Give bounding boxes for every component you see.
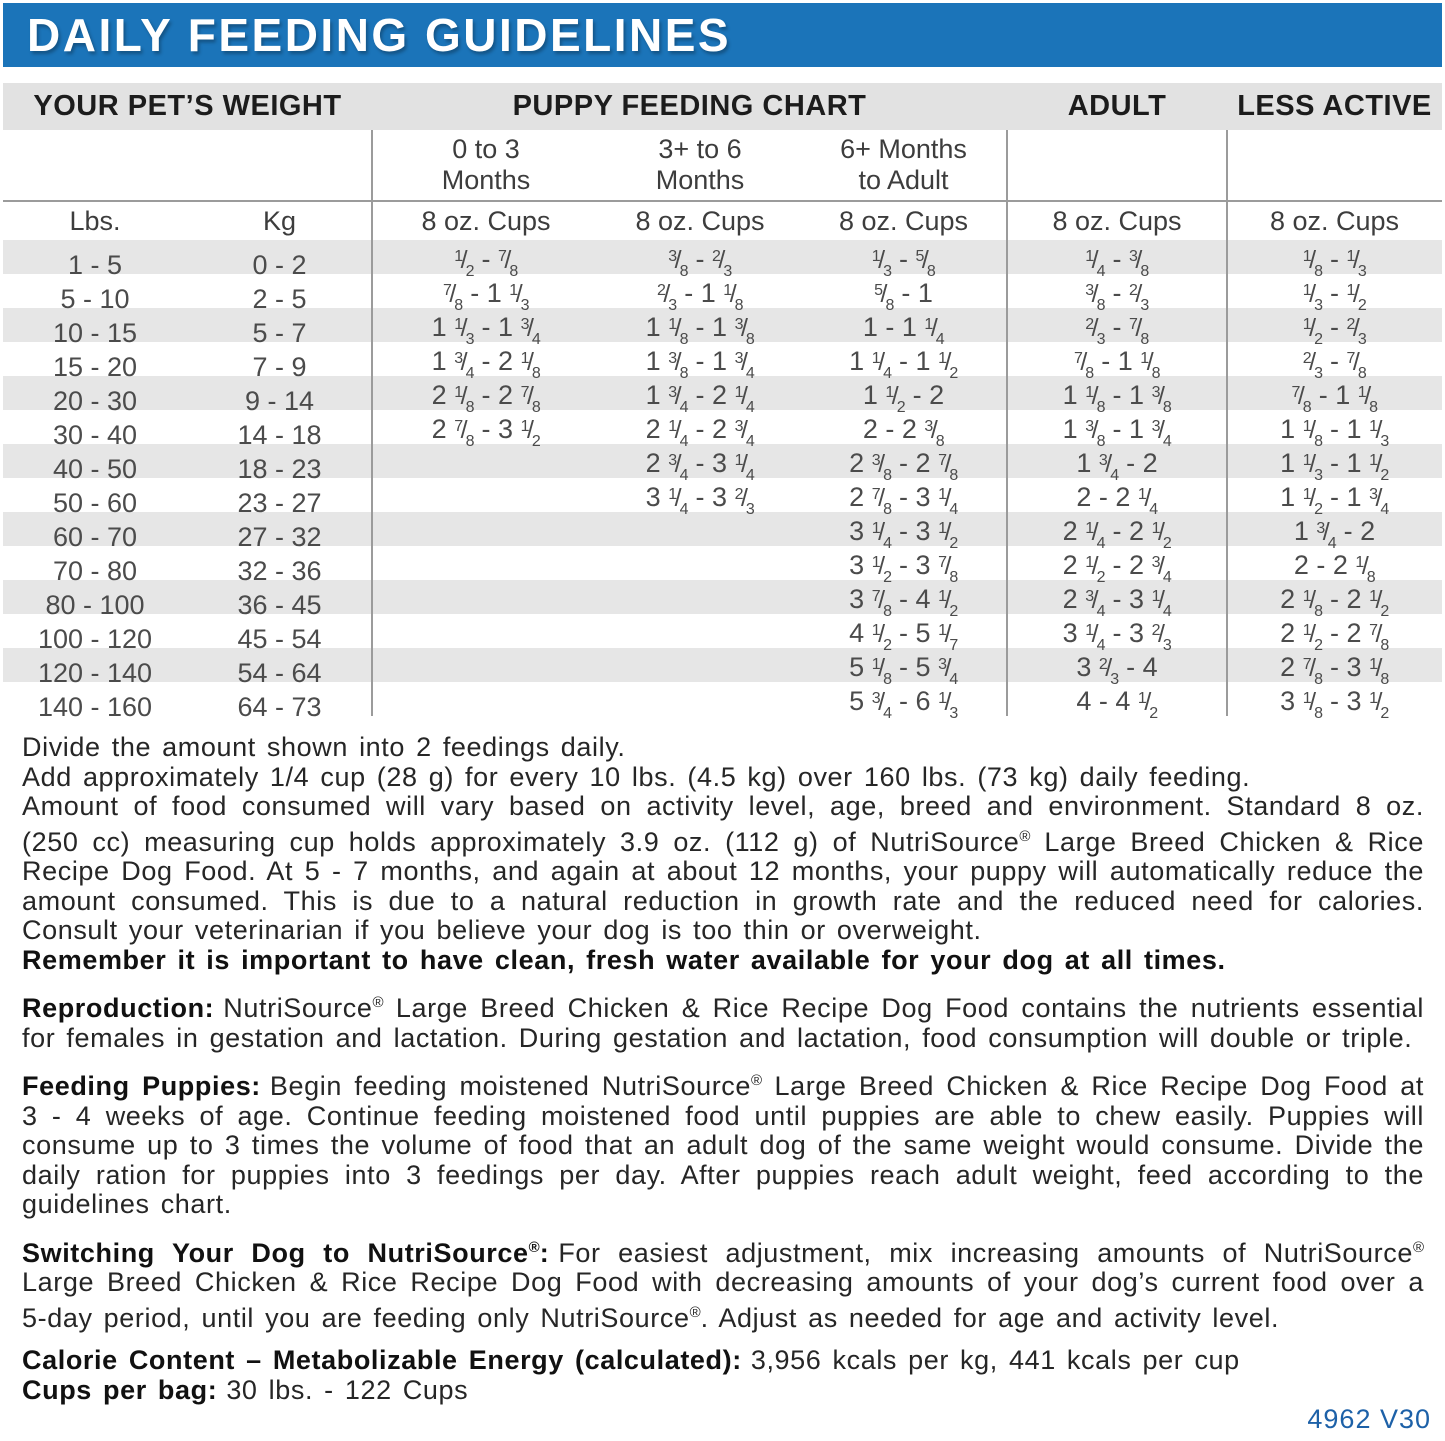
column-divider: [1006, 130, 1008, 716]
group-header-row: [3, 83, 1442, 130]
header-your-pets-weight: YOUR PET’S WEIGHT: [33, 90, 342, 122]
cell-puppy-3-6: 1 $^1/_8 - 1$ $^3/_8$: [645, 312, 755, 348]
cell-lbs: 1 - 5: [67, 249, 123, 280]
month-col-0-to-3: 0 to 3 Months: [441, 134, 531, 195]
column-divider: [1226, 130, 1228, 716]
switching-text: For easiest adjustment, mix increasing amounts of NutriSource® Large Breed Chicken & Rice Recipe Dog Food with decreasing amounts of your dog’s current food over a 5-day period, until you are feeding only NutriSource®. Adjust as needed for age and activity level.: [22, 1237, 1425, 1333]
cell-adult: 1 $^3/_8 - 1$ $^3/_4$: [1062, 414, 1172, 450]
cell-kg: 23 - 27: [237, 487, 322, 518]
cell-puppy-6-adult: 5 $^3/_4 - 6$ $^1/_3$: [849, 686, 958, 722]
cell-kg: 54 - 64: [237, 657, 322, 688]
cell-less-active: 2 $^1/_2 - 2$ $^7/_8$: [1280, 618, 1389, 654]
calorie-content-value: 3,956 kcals per kg, 441 kcals per cup: [750, 1345, 1240, 1375]
cell-adult: $^1/_4 - ^3/_8$: [1085, 244, 1149, 280]
cell-adult: 1 $^3/_4 - 2$: [1076, 448, 1158, 484]
cell-lbs: 140 - 160: [37, 691, 153, 722]
cell-puppy-0-3: 2 $^1/_8 - 2$ $^7/_8$: [431, 380, 541, 416]
cell-puppy-3-6: 1 $^3/_4 - 2$ $^1/_4$: [645, 380, 755, 416]
cell-puppy-0-3: 1 $^3/_4 - 2$ $^1/_8$: [431, 346, 541, 382]
cell-less-active: $^2/_3 - ^7/_8$: [1302, 346, 1367, 382]
title-banner: [3, 3, 1442, 67]
cell-less-active: 1 $^1/_3 - 1$ $^1/_2$: [1280, 448, 1389, 484]
cell-lbs: 100 - 120: [37, 623, 153, 654]
cell-lbs: 80 - 100: [45, 589, 145, 620]
cell-kg: 7 - 9: [252, 351, 307, 382]
cell-adult: 3 $^1/_4 - 3$ $^2/_3$: [1062, 618, 1172, 654]
cell-adult: 2 $^3/_4 - 3$ $^1/_4$: [1062, 584, 1172, 620]
cell-puppy-6-adult: 3 $^7/_8 - 4$ $^1/_2$: [849, 584, 958, 620]
units-cups-puppy-6-adult: 8 oz. Cups: [838, 205, 969, 236]
section-switching: [22, 1233, 1424, 1334]
cell-puppy-6-adult: $^5/_8 - 1$: [874, 278, 933, 314]
units-cups-puppy-0-3: 8 oz. Cups: [421, 205, 551, 236]
cell-kg: 27 - 32: [237, 521, 322, 552]
cell-kg: 5 - 7: [252, 317, 307, 348]
cell-kg: 2 - 5: [252, 283, 307, 314]
cell-puppy-6-adult: 1 $^1/_2 - 2$: [862, 380, 945, 416]
cell-puppy-6-adult: $^1/_3 - ^5/_8$: [871, 244, 936, 280]
cell-less-active: 2 $^7/_8 - 3$ $^1/_8$: [1280, 652, 1389, 688]
cell-kg: 14 - 18: [237, 419, 322, 450]
cell-puppy-0-3: 1 $^1/_3 - 1$ $^3/_4$: [431, 312, 541, 348]
section-cups-per-bag: [22, 1376, 1424, 1406]
cell-lbs: 50 - 60: [52, 487, 138, 518]
cups-per-bag-label: Cups per bag:: [22, 1374, 218, 1405]
cups-per-bag-value: 30 lbs. - 122 Cups: [226, 1374, 469, 1405]
section-reproduction: [22, 988, 1424, 1053]
cell-puppy-6-adult: 2 $^3/_8 - 2$ $^7/_8$: [849, 448, 958, 484]
units-cups-adult: 8 oz. Cups: [1052, 205, 1182, 236]
units-kg: Kg: [262, 205, 297, 236]
cell-less-active: 1 $^3/_4 - 2$: [1293, 516, 1376, 552]
cell-less-active: $^1/_8 - ^1/_3$: [1302, 244, 1367, 280]
cell-lbs: 40 - 50: [52, 453, 138, 484]
units-cups-less-active: 8 oz. Cups: [1269, 205, 1400, 236]
cell-adult: 2 $^1/_2 - 2$ $^3/_4$: [1062, 550, 1172, 586]
feeding-table: [3, 83, 1442, 722]
cell-puppy-3-6: 2 $^3/_4 - 3$ $^1/_4$: [645, 448, 755, 484]
cell-kg: 0 - 2: [252, 249, 307, 280]
units-lbs: Lbs.: [69, 205, 121, 236]
cell-lbs: 20 - 30: [52, 385, 138, 416]
cell-puppy-6-adult: 3 $^1/_2 - 3$ $^7/_8$: [849, 550, 958, 586]
cell-puppy-3-6: 3 $^1/_4 - 3$ $^2/_3$: [645, 482, 755, 518]
cell-kg: 32 - 36: [237, 555, 322, 586]
cell-lbs: 70 - 80: [52, 555, 138, 586]
cell-lbs: 60 - 70: [52, 521, 138, 552]
cell-less-active: 3 $^1/_8 - 3$ $^1/_2$: [1280, 686, 1389, 722]
cell-less-active: $^1/_3 - ^1/_2$: [1302, 278, 1367, 314]
cell-less-active: 2 - 2 $^1/_8$: [1293, 550, 1376, 586]
cell-lbs: 30 - 40: [52, 419, 138, 450]
cell-lbs: 120 - 140: [37, 657, 153, 688]
cell-puppy-3-6: $^3/_8 - ^2/_3$: [668, 244, 732, 280]
note-fresh-water-reminder: Remember it is important to have clean, fresh water available for your dog at all times.: [22, 944, 1226, 975]
cell-lbs: 15 - 20: [52, 351, 138, 382]
reproduction-label: Reproduction:: [22, 993, 215, 1023]
footer-code: 4962 V30: [1307, 1404, 1431, 1434]
cell-less-active: 2 $^1/_8 - 2$ $^1/_2$: [1280, 584, 1389, 620]
feeding-puppies-label: Feeding Puppies:: [22, 1071, 261, 1101]
cell-puppy-0-3: $^7/_8 - 1$ $^1/_3$: [442, 278, 530, 314]
cell-puppy-3-6: 2 $^1/_4 - 2$ $^3/_4$: [645, 414, 755, 450]
cell-kg: 64 - 73: [237, 691, 322, 722]
section-feeding-puppies: [22, 1066, 1424, 1220]
header-puppy-feeding-chart: PUPPY FEEDING CHART: [512, 90, 867, 122]
notes-section: [22, 733, 1424, 1405]
cell-puppy-0-3: 2 $^7/_8 - 3$ $^1/_2$: [431, 414, 541, 450]
cell-lbs: 5 - 10: [60, 283, 130, 314]
month-col-6-to-adult: 6+ Months to Adult: [840, 134, 967, 195]
cell-kg: 36 - 45: [237, 589, 322, 620]
note-add-quarter-cup: Add approximately 1/4 cup (28 g) for every 10 lbs. (4.5 kg) over 160 lbs. (73 kg) daily feeding.: [22, 761, 1251, 792]
cell-kg: 45 - 54: [237, 623, 322, 654]
cell-adult: 2 $^1/_4 - 2$ $^1/_2$: [1062, 516, 1172, 552]
cell-lbs: 10 - 15: [52, 317, 138, 348]
cell-puppy-6-adult: 2 $^7/_8 - 3$ $^1/_4$: [849, 482, 958, 518]
cell-puppy-6-adult: 1 $^1/_4 - 1$ $^1/_2$: [849, 346, 958, 382]
cell-kg: 9 - 14: [244, 385, 315, 416]
section-calorie-content: [22, 1346, 1424, 1376]
switching-label: Switching Your Dog to NutriSource®:: [22, 1237, 550, 1268]
note-amount-varies: Amount of food consumed will vary based on activity level, age, breed and environment. Standard 8 oz. (250 cc) measuring cup holds approximately 3.9 oz. (112 g) of NutriSource® Large Breed Chicken & Rice Recipe Dog Food. At 5 - 7 months, and again at about 12 months, your puppy will automatically reduce the amount consumed. This is due to a natural reduction in growth rate and the reduced need for calories. Consult your veterinarian if you believe your dog is too thin or overweight.: [22, 791, 1424, 945]
cell-puppy-6-adult: 1 - 1 $^1/_4$: [862, 312, 945, 348]
cell-puppy-6-adult: 4 $^1/_2 - 5$ $^1/_7$: [849, 618, 958, 654]
cell-adult: 4 - 4 $^1/_2$: [1076, 686, 1158, 722]
month-col-3-to-6: 3+ to 6 Months: [655, 134, 745, 195]
cell-adult: 3 $^2/_3 - 4$: [1076, 652, 1158, 688]
cell-less-active: $^7/_8 - 1$ $^1/_8$: [1291, 380, 1378, 416]
cell-puppy-6-adult: 3 $^1/_4 - 3$ $^1/_2$: [849, 516, 958, 552]
cell-kg: 18 - 23: [237, 453, 322, 484]
cell-puppy-6-adult: 2 - 2 $^3/_8$: [862, 414, 945, 450]
cell-puppy-3-6: $^2/_3 - 1$ $^1/_8$: [656, 278, 744, 314]
cell-puppy-0-3: $^1/_2 - ^7/_8$: [454, 244, 518, 280]
note-divide-feedings: Divide the amount shown into 2 feedings daily.: [22, 732, 626, 762]
cell-adult: $^2/_3 - ^7/_8$: [1085, 312, 1149, 348]
reproduction-text: NutriSource® Large Breed Chicken & Rice Recipe Dog Food contains the nutrients essential for females in gestation and lactation. During gestation and lactation, food consumption will double or triple.: [22, 993, 1424, 1053]
calorie-content-label: Calorie Content – Metabolizable Energy (calculated):: [22, 1345, 742, 1375]
header-adult: ADULT: [1067, 90, 1167, 122]
page-title: DAILY FEEDING GUIDELINES: [27, 9, 732, 61]
column-divider: [371, 130, 373, 716]
cell-adult: $^3/_8 - ^2/_3$: [1085, 278, 1149, 314]
cell-adult: $^7/_8 - 1$ $^1/_8$: [1073, 346, 1161, 382]
feeding-puppies-text: Begin feeding moistened NutriSource® Large Breed Chicken & Rice Recipe Dog Food at 3 - 4 weeks of age. Continue feeding moistened food until puppies are able to chew easily. Puppies will consume up to 3 times the volume of food that an adult dog of the same weight would consume. Divide the daily ration for puppies into 3 feedings per day. After puppies reach adult weight, feed according to the guidelines chart.: [22, 1071, 1424, 1219]
cell-puppy-3-6: 1 $^3/_8 - 1$ $^3/_4$: [645, 346, 755, 382]
units-cups-puppy-3-6: 8 oz. Cups: [635, 205, 765, 236]
cell-less-active: 1 $^1/_2 - 1$ $^3/_4$: [1280, 482, 1389, 518]
cell-adult: 2 - 2 $^1/_4$: [1076, 482, 1158, 518]
cell-adult: 1 $^1/_8 - 1$ $^3/_8$: [1062, 380, 1172, 416]
header-less-active: LESS ACTIVE: [1237, 90, 1432, 122]
cell-less-active: $^1/_2 - ^2/_3$: [1302, 312, 1367, 348]
cell-puppy-6-adult: 5 $^1/_8 - 5$ $^3/_4$: [849, 652, 958, 688]
cell-less-active: 1 $^1/_8 - 1$ $^1/_3$: [1280, 414, 1389, 450]
